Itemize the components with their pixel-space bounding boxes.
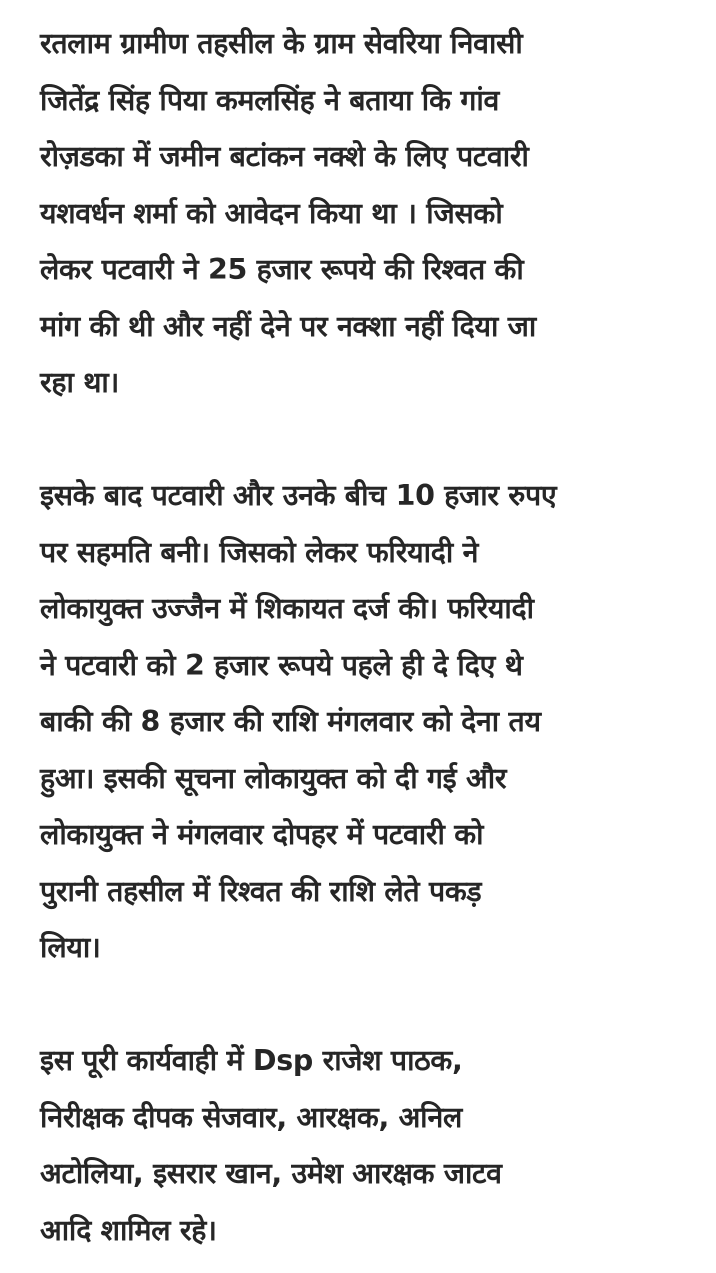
paragraph-spacer [40, 977, 690, 1034]
text-line: लोकायुक्त उज्जैन में शिकायत दर्ज की। फरियादी [40, 592, 534, 625]
text-line: निरीक्षक दीपक सेजवार, आरक्षक, अनिल [40, 1100, 462, 1134]
text-line: पुरानी तहसील में रिश्वत की राशि लेते पकड़ [40, 874, 482, 908]
text-line: ने पटवारी को 2 हजार रूपये पहले ही दे दिए थे [40, 648, 523, 682]
text-line: लोकायुक्त ने मंगलवार दोपहर में पटवारी को [40, 818, 484, 851]
text-line: इस पूरी कार्यवाही में Dsp राजेश पाठक, [40, 1044, 463, 1077]
text-line: पर सहमति बनी। जिसको लेकर फरियादी ने [40, 535, 479, 569]
text-line: यशवर्धन शर्मा को आवेदन किया था । जिसको [40, 196, 503, 230]
paragraph-1 [40, 16, 690, 412]
text-line: रहा था। [40, 366, 119, 399]
text-line: जितेंद्र सिंह पिया कमलसिंह ने बताया कि गांव [40, 83, 500, 117]
paragraph-2 [40, 468, 690, 977]
paragraph-3 [40, 1033, 690, 1259]
text-line: अटोलिया, इसरार खान, उमेश आरक्षक जाटव [40, 1157, 502, 1190]
text-line: लेकर पटवारी ने 25 हजार रूपये की रिश्वत की [40, 253, 524, 286]
text-line: रोज़डका में जमीन बटांकन नक्शे के लिए पटवारी [40, 140, 529, 173]
text-line: इसके बाद पटवारी और उनके बीच 10 हजार रुपए [40, 479, 557, 512]
text-line: रतलाम ग्रामीण तहसील के ग्राम सेवरिया निवासी [40, 27, 523, 60]
text-line: मांग की थी और नहीं देने पर नक्शा नहीं दिया जा [40, 309, 536, 343]
paragraph-spacer [40, 412, 690, 469]
article-body [40, 16, 690, 1259]
text-line: बाकी की 8 हजार की राशि मंगलवार को देना तय [40, 705, 541, 738]
text-line: लिया। [40, 931, 101, 964]
text-line: आदि शामिल रहे। [40, 1213, 217, 1247]
text-line: हुआ। इसकी सूचना लोकायुक्त को दी गई और [40, 761, 507, 795]
